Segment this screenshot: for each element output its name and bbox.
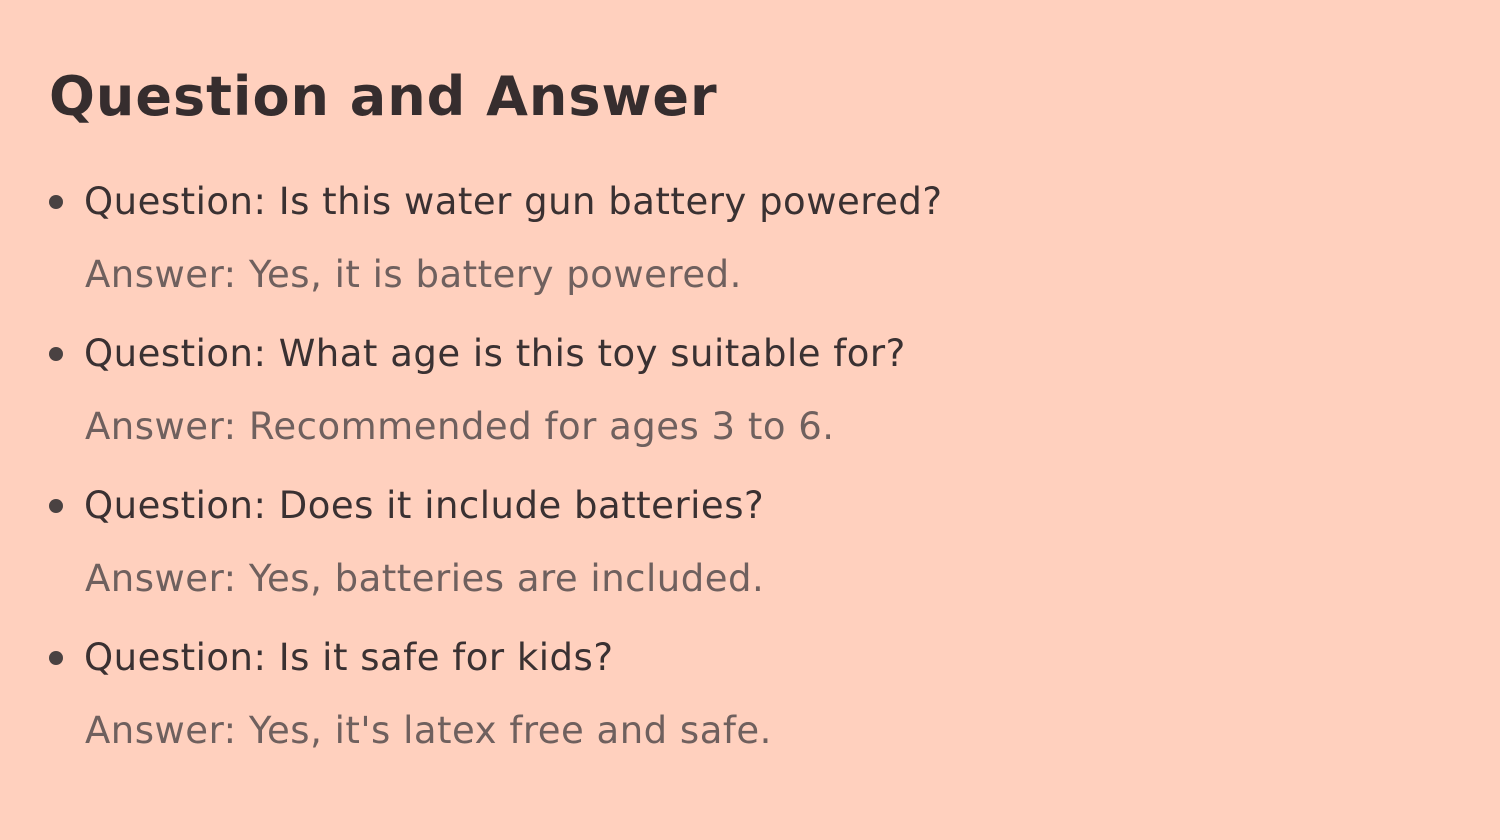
answer-text: Answer: Yes, it is battery powered. (85, 253, 742, 296)
bullet-icon (49, 347, 63, 361)
bullet-icon (49, 651, 63, 665)
answer-text: Answer: Yes, batteries are included. (85, 557, 765, 600)
question-text: Question: Is it safe for kids? (84, 636, 614, 679)
page-title: Question and Answer (49, 65, 718, 128)
qa-item (49, 482, 1440, 603)
answer-text: Answer: Yes, it's latex free and safe. (85, 709, 772, 752)
answer-text: Answer: Recommended for ages 3 to 6. (85, 405, 835, 448)
question-row (49, 482, 1440, 530)
question-row (49, 634, 1440, 682)
question-text: Question: Is this water gun battery powered? (84, 180, 943, 223)
bullet-icon (49, 499, 63, 513)
bullet-icon (49, 195, 63, 209)
question-text: Question: Does it include batteries? (84, 484, 765, 527)
qa-item (49, 634, 1440, 755)
qa-item (49, 178, 1440, 299)
question-text: Question: What age is this toy suitable for? (84, 332, 906, 375)
question-row (49, 178, 1440, 226)
question-row (49, 330, 1440, 378)
qa-item (49, 330, 1440, 451)
qa-list (49, 178, 1440, 755)
